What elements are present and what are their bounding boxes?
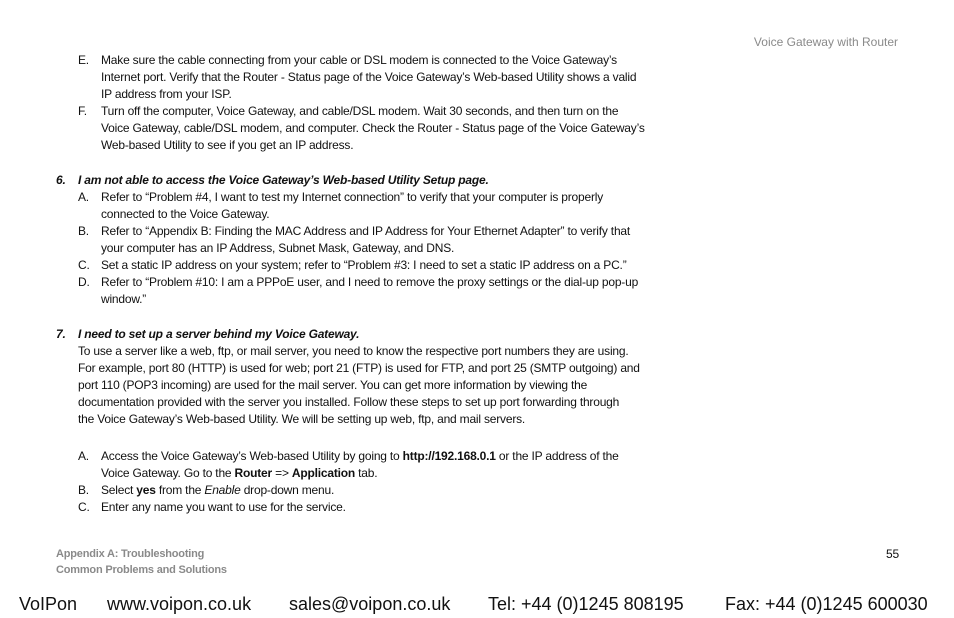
list-item-a	[56, 189, 676, 223]
question-heading	[56, 326, 676, 343]
item-label: A.	[78, 449, 89, 463]
application-tab-name: Application	[291, 466, 356, 480]
fax: Fax: +44 (0)1245 600030	[725, 594, 928, 614]
company-name: VoIPon	[19, 594, 78, 614]
option-yes: yes	[136, 483, 156, 497]
question-paragraph	[56, 343, 676, 428]
field-enable: Enable	[204, 483, 241, 497]
item-label: C.	[78, 500, 90, 514]
paragraph-line: For example, port 80 (HTTP) is used for web; port 21 (FTP) is used for FTP, and port 25 (SMTP outgoing) and	[78, 361, 640, 375]
text-run: Select	[101, 483, 137, 497]
question-6	[56, 172, 676, 308]
page-number: 55	[886, 547, 899, 561]
url-text: http://192.168.0.1	[402, 449, 496, 463]
text-run: tab.	[355, 466, 378, 480]
running-header: Voice Gateway with Router	[753, 35, 898, 49]
item-line	[101, 448, 676, 465]
paragraph-line: the Voice Gateway’s Web-based Utility. We will be setting up web, ftp, and mail servers.	[78, 412, 526, 426]
item-line	[101, 482, 676, 499]
paragraph-line: documentation provided with the server you installed. Follow these steps to set up port forwarding through	[78, 395, 620, 409]
item-label: E.	[78, 53, 89, 67]
item-label: D.	[78, 275, 90, 289]
item-line: IP address from your ISP.	[101, 87, 232, 101]
item-line: your computer has an IP Address, Subnet Mask, Gateway, and DNS.	[101, 241, 455, 255]
question-number: 6.	[56, 173, 66, 187]
item-label: C.	[78, 258, 90, 272]
text-run: Voice Gateway. Go to the	[101, 466, 235, 480]
item-label: A.	[78, 190, 89, 204]
item-line: Refer to “Problem #10: I am a PPPoE user, and I need to remove the proxy settings or the dial-up pop-up	[101, 275, 639, 289]
paragraph-line: port 110 (POP3 incoming) are used for the mail server. You can get more information by viewing the	[78, 378, 588, 392]
list-item-b	[56, 223, 676, 257]
text-run: from the	[155, 483, 205, 497]
list-item-d	[56, 274, 676, 308]
router-tab-name: Router	[234, 466, 272, 480]
item-line: Internet port. Verify that the Router - Status page of the Voice Gateway’s Web-based Utility shows a valid	[101, 70, 637, 84]
footer-section: Appendix A: Troubleshooting	[56, 548, 205, 560]
list-item-c	[56, 499, 676, 516]
item-line: Refer to “Appendix B: Finding the MAC Address and IP Address for Your Ethernet Adapter” to verify that	[101, 224, 631, 238]
item-line: connected to the Voice Gateway.	[101, 207, 270, 221]
list-item-f	[56, 103, 676, 154]
top-items	[56, 52, 676, 154]
list-item-c	[56, 257, 676, 274]
website-link[interactable]: www.voipon.co.uk	[107, 594, 252, 614]
contact-bar	[0, 592, 954, 618]
item-line: Refer to “Problem #4, I want to test my Internet connection” to verify that your computer is properly	[101, 190, 604, 204]
text-run: drop-down menu.	[240, 483, 335, 497]
question-title: I need to set up a server behind my Voice Gateway.	[78, 327, 360, 341]
item-label: B.	[78, 483, 89, 497]
item-label: B.	[78, 224, 89, 238]
telephone: Tel: +44 (0)1245 808195	[488, 594, 684, 614]
text-run: Access the Voice Gateway’s Web-based Utility by going to	[101, 449, 403, 463]
paragraph-line: To use a server like a web, ftp, or mail server, you need to know the respective port numbers they are using.	[78, 344, 629, 358]
item-line: Enter any name you want to use for the service.	[101, 500, 346, 514]
item-line: Make sure the cable connecting from your cable or DSL modem is connected to the Voice Gateway’s	[101, 53, 617, 67]
email-link[interactable]: sales@voipon.co.uk	[289, 594, 451, 614]
item-line: Turn off the computer, Voice Gateway, and cable/DSL modem. Wait 30 seconds, and then turn on the	[101, 104, 619, 118]
item-line: window.”	[101, 292, 147, 306]
question-7	[56, 326, 676, 428]
footer-subsection: Common Problems and Solutions	[56, 564, 227, 576]
question-heading	[56, 172, 676, 189]
question-number: 7.	[56, 327, 66, 341]
list-item-e	[56, 52, 676, 103]
list-item-a	[56, 448, 676, 482]
question-7-steps	[56, 448, 676, 516]
item-line: Voice Gateway, cable/DSL modem, and computer. Check the Router - Status page of the Voice Gateway’s	[101, 121, 645, 135]
list-item-b	[56, 482, 676, 499]
page-footer	[56, 546, 227, 578]
item-line: Web-based Utility to see if you get an IP address.	[101, 138, 354, 152]
item-line	[101, 465, 676, 482]
question-title: I am not able to access the Voice Gateway’s Web-based Utility Setup page.	[78, 173, 489, 187]
item-label: F.	[78, 104, 87, 118]
text-run: or the IP address of the	[495, 449, 619, 463]
item-line: Set a static IP address on your system; refer to “Problem #3: I need to set a static IP address on a PC.”	[101, 258, 627, 272]
text-run: =>	[272, 466, 292, 480]
